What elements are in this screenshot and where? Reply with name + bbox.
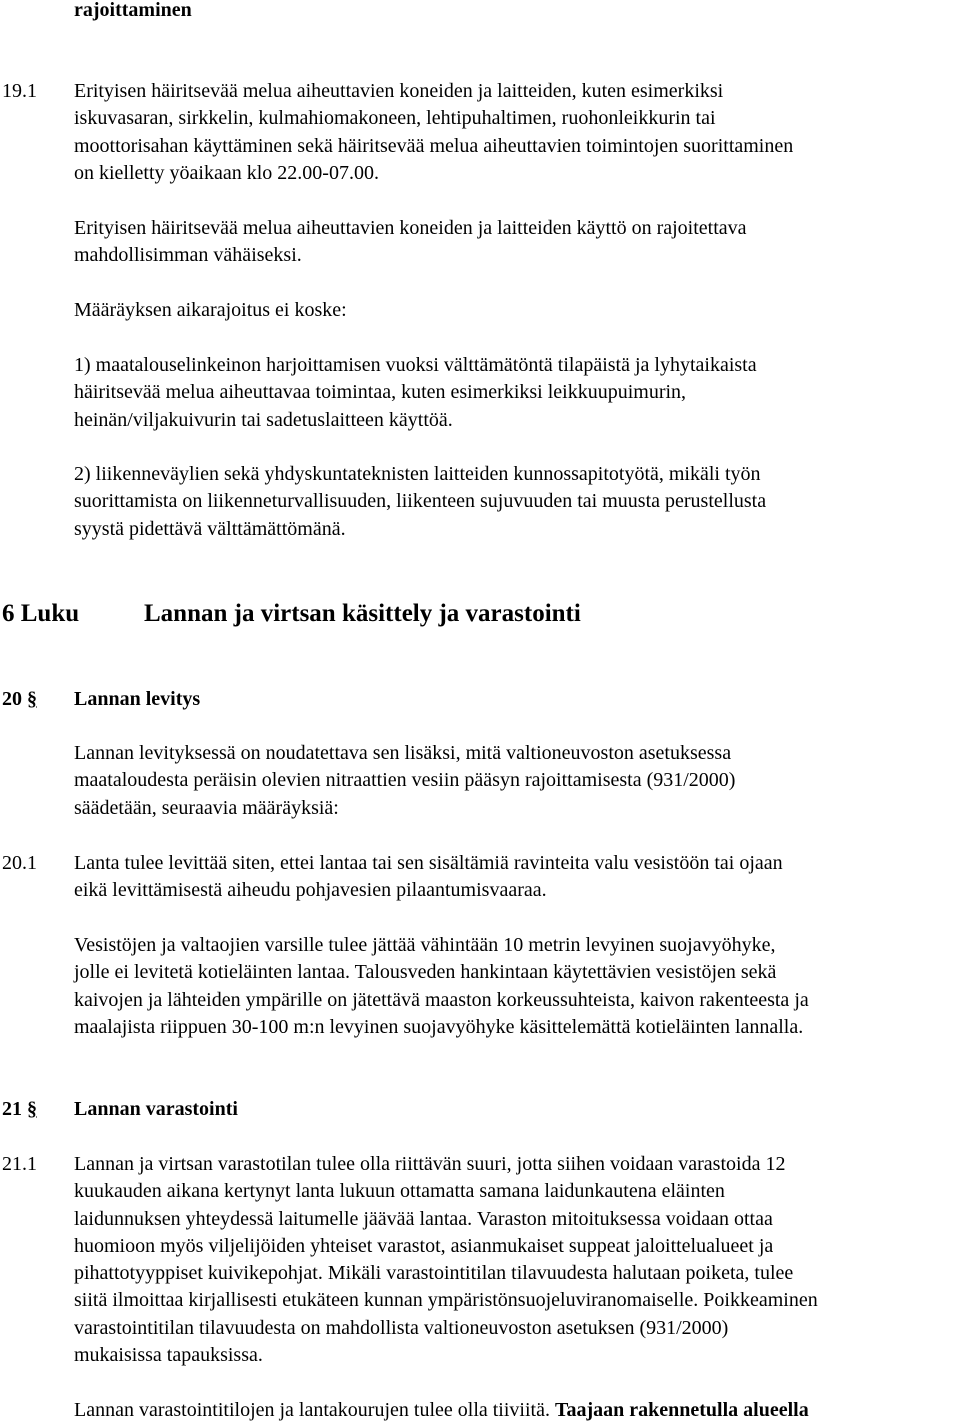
section-21-title: Lannan varastointi [74,1098,238,1120]
text-line: Erityisen häiritsevää melua aiheuttavien koneiden ja laitteiden, kuten esimerkiksi [74,80,724,102]
text-run-bold: Taajaan rakennetulla alueella [554,1399,809,1421]
text-line: huomioon myös viljelijöiden yhteiset varastot, asianmukaiset suppeat jaloittelualueet ja [74,1234,774,1257]
text-line: 2) liikenneväylien sekä yhdyskuntateknisten laitteiden kunnossapitotyötä, mikäli työn [74,463,761,485]
section-20-title: Lannan levitys [74,688,201,710]
text-line: moottorisahan käyttäminen sekä häiritsevää melua aiheuttavien toimintojen suorittaminen [74,134,794,157]
section-sign: § [27,688,37,710]
chapter-title: Lannan ja virtsan käsittely ja varastointi [144,600,581,627]
text-run: Lannan varastointitilojen ja lantakourujen tulee olla tiiviitä. [74,1399,555,1421]
text-line: Lannan ja virtsan varastotilan tulee olla riittävän suuri, jotta siihen voidaan varastoida 12 [74,1153,786,1175]
section-20-intro [74,740,960,822]
text-line: Lanta tulee levittää siten, ettei lantaa tai sen sisältämiä ravinteita valu vesistöön tai ojaan [74,852,783,874]
text-line: Erityisen häiritsevää melua aiheuttavien koneiden ja laitteiden käyttö on rajoitettava [74,217,747,239]
paragraph-number-21-1: 21.1 [2,1153,37,1175]
text-line: Määräyksen aikarajoitus ei koske: [74,299,347,321]
text-line: on kielletty yöaikaan klo 22.00-07.00. [74,161,379,184]
paragraph-number-20-1: 20.1 [2,852,37,874]
text-line: Vesistöjen ja valtaojien varsille tulee jättää vähintään 10 metrin levyinen suojavyöhyke, [74,934,776,956]
text-line: maataloudesta peräisin olevien nitraattien vesiin pääsyn rajoittamisesta (931/2000) [74,769,736,792]
exemption-item-2 [74,461,960,543]
paragraph-20-1-buffer-zones [74,932,960,1041]
text-line: syystä pidettävä välttämättömänä. [74,517,346,540]
text-line: säädetään, seuraavia määräyksiä: [74,796,339,819]
paragraph-number-19-1: 19.1 [2,80,37,102]
top-heading: rajoittaminen [74,0,192,21]
chapter-number: 6 Luku [2,600,80,627]
text-line: suorittamista on liikenneturvallisuuden, liikenteen sujuvuuden tai muusta perustellusta [74,490,767,513]
text-line: jolle ei levitetä kotieläinten lantaa. Talousveden hankintaan käytettävien vesistöjen sekä [74,961,777,984]
text-line: varastointitilan tilavuudesta on mahdollista valtioneuvoston asetuksen (931/2000) [74,1316,729,1339]
text-line: häiritsevää melua aiheuttavaa toimintaa, kuten esimerkiksi leikkuupuimurin, [74,381,687,404]
text-line: laidunnuksen yhteydessä laitumelle jäävää lantaa. Varaston mitoituksessa voidaan ottaa [74,1207,773,1230]
text-line: heinän/viljakuivurin tai sadetuslaitteen käyttöä. [74,408,453,431]
section-number: 20 [2,688,22,710]
text-line: mahdollisimman vähäiseksi. [74,244,302,267]
paragraph-21-1 [74,1151,960,1369]
text-line: maalajista riippuen 30-100 m:n levyinen suojavyöhyke käsittelemättä kotieläinten lannalla. [74,1015,804,1038]
text-line: mukaisissa tapauksissa. [74,1344,263,1367]
section-20-number [2,686,37,713]
section-number: 21 [2,1098,22,1120]
paragraph-19-1-restriction [74,215,960,270]
text-line: Lannan levityksessä on noudatettava sen lisäksi, mitä valtioneuvoston asetuksessa [74,742,732,764]
paragraph-19-1 [74,78,960,187]
text-line: iskuvasaran, sirkkelin, kulmahiomakoneen, lehtipuhaltimen, ruohonleikkurin tai [74,107,716,130]
section-sign: § [27,1098,37,1120]
exemption-item-1 [74,352,960,434]
paragraph-20-1 [74,850,960,905]
text-line: pihattotyyppiset kuivikepohjat. Mikäli varastointitilan tilavuudesta halutaan poiketa, tulee [74,1262,794,1285]
text-line: siitä ilmoittaa kirjallisesti etukäteen kunnan ympäristönsuojeluviranomaiselle. Poikkeaminen [74,1289,818,1312]
exemption-intro [74,297,960,324]
text-line: kuukauden aikana kertynyt lanta lukuun ottamatta samana laidunkautena eläinten [74,1180,725,1203]
chapter-heading [0,598,960,632]
text-line: kaivojen ja lähteiden ympärille on jätettävä maaston korkeussuhteista, kaivon rakenteesta ja [74,988,809,1011]
text-line: 1) maatalouselinkeinon harjoittamisen vuoksi välttämätöntä tilapäistä ja lyhytaikaista [74,354,757,376]
paragraph-21-1-storage-tightness [74,1397,960,1424]
text-line: eikä levittämisestä aiheudu pohjavesien pilaantumisvaaraa. [74,879,547,902]
section-21-number [2,1096,37,1123]
